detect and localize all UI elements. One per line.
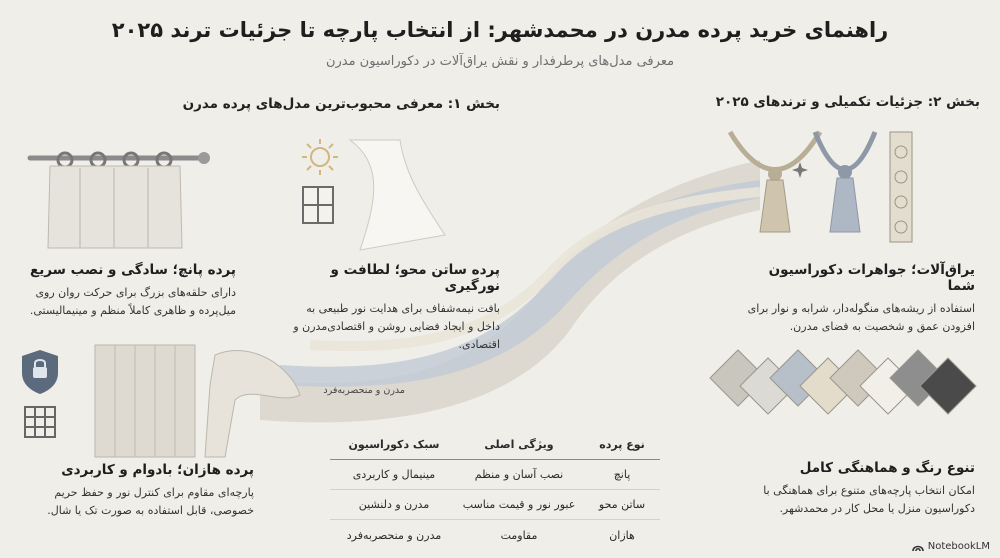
page-title: راهنمای خرید پرده مدرن در محمدشهر: از انتخاب پارچه تا جزئیات ترند ۲۰۲۵	[111, 18, 889, 42]
panch-title: پرده پانچ؛ سادگی و نصب سریع	[29, 262, 236, 278]
table-header-cell: ویژگی اصلی	[484, 438, 554, 451]
table-cell: مینیمال و کاربردی	[352, 468, 436, 481]
satin-title: پرده ساتن محو؛ لطافت و نورگیری	[330, 262, 500, 294]
table-header-cell: نوع پرده	[599, 438, 645, 451]
shield-lock-icon	[22, 350, 58, 394]
scarf-icon	[205, 351, 300, 457]
table-cell: عبور نور و قیمت مناسب	[462, 498, 576, 511]
table-cell: پانچ	[613, 468, 631, 481]
table-row	[330, 460, 660, 490]
satin-block	[280, 262, 500, 354]
satin-desc: بافت نیمه‌شفاف برای هدایت نور طبیعی به داخل و ایجاد فضایی روشن و اقتصادی‌مدرن و اقتصادی.	[293, 302, 500, 352]
comparison-table	[330, 430, 660, 550]
window-icon	[303, 187, 333, 223]
table-cell: نصب آسان و منظم	[474, 468, 564, 481]
hazan-desc: پارچه‌ای مقاوم برای کنترل نور و حفظ حریم خصوصی، قابل استفاده به صورت تک یا شال.	[47, 486, 254, 518]
hazan-illustration	[20, 345, 310, 460]
sun-icon	[302, 139, 338, 175]
colors-title: تنوع رنگ و هماهنگی کامل	[799, 460, 975, 476]
table-row	[330, 520, 660, 550]
panch-block	[14, 262, 236, 320]
ribbon-label: مدرن و منحصربه‌فرد	[323, 385, 405, 396]
yaraq-block	[745, 262, 975, 336]
footer-brand-label: NotebookLM	[927, 541, 990, 552]
footer-brand	[912, 541, 990, 552]
hazan-title: پرده هازان؛ بادوام و کاربردی	[61, 462, 254, 478]
table-cell: ساتن محو	[598, 498, 646, 511]
table-header-row	[330, 430, 660, 460]
tassel-icon	[720, 122, 960, 252]
yaraq-desc: استفاده از ریشه‌های منگوله‌دار، شرابه و نوار برای افزودن عمق و شخصیت به فضای مدرن.	[747, 302, 975, 334]
table-cell: مدرن و منحصربه‌فرد	[346, 528, 442, 542]
table-cell: هازان	[609, 528, 635, 542]
table-row	[330, 490, 660, 520]
table-header-cell: سبک دکوراسیون	[348, 438, 440, 451]
colors-block	[745, 460, 975, 518]
colors-desc: امکان انتخاب پارچه‌های متنوع برای هماهنگی با دکوراسیون منزل یا محل کار در محمدشهر.	[763, 484, 975, 516]
table-cell: مدرن و دلنشین	[358, 498, 430, 511]
curtain-rod-icon	[20, 140, 220, 250]
sun-window-illustration	[295, 135, 455, 255]
section1-heading: بخش ۱: معرفی محبوب‌ترین مدل‌های پرده مدرن	[182, 96, 500, 112]
hazan-block	[14, 462, 254, 520]
section2-heading: بخش ۲: جزئیات تکمیلی و ترندهای ۲۰۲۵	[715, 94, 980, 110]
table-cell: مقاومت	[500, 528, 538, 542]
panch-desc: دارای حلقه‌های بزرگ برای حرکت روان روی میل‌پرده و ظاهری کاملاً منظم و مینیمالیستی.	[29, 286, 236, 318]
mesh-icon	[25, 407, 55, 437]
page-subtitle: معرفی مدل‌های پرطرفدار و نقش یراق‌آلات در دکوراسیون مدرن	[325, 54, 675, 69]
fabric-swatches	[700, 340, 980, 450]
notebooklm-logo-icon	[912, 542, 924, 552]
yaraq-title: یراق‌آلات؛ جواهرات دکوراسیون شما	[768, 262, 975, 294]
